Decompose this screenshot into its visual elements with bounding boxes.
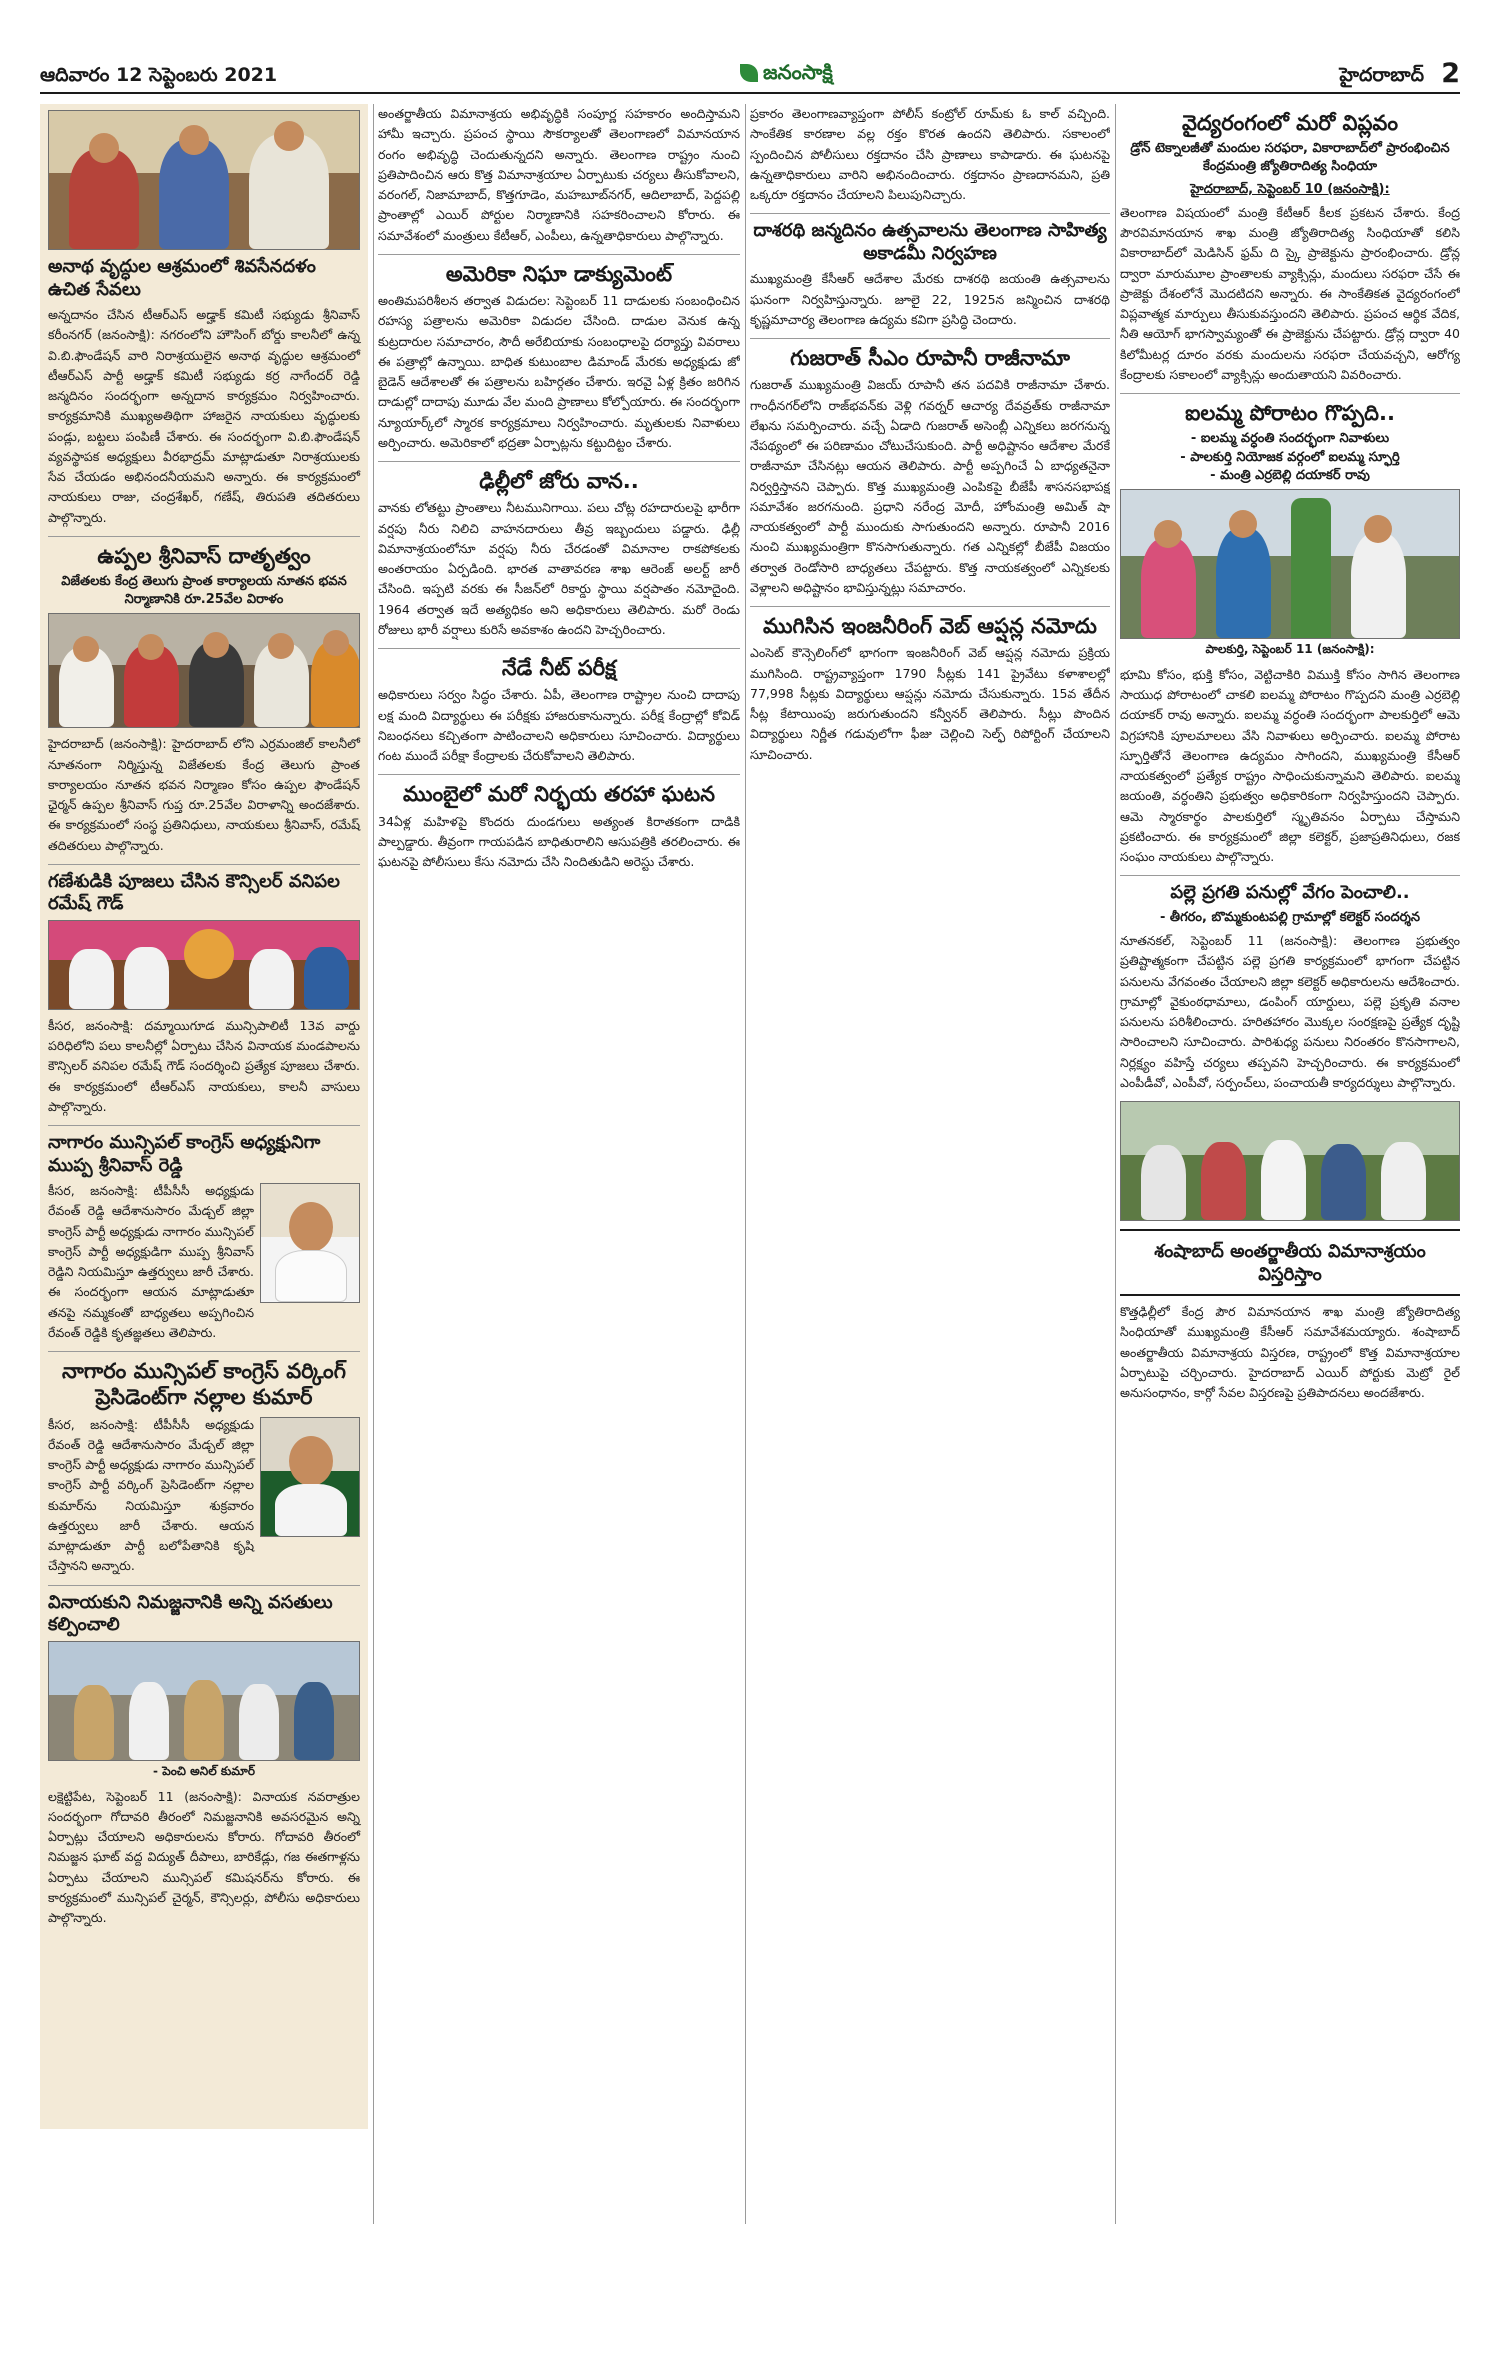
column-divider: [373, 104, 374, 2224]
headline: అనాథ వృద్ధుల ఆశ్రమంలో శివసేనదళం ఉచిత సేవలు: [48, 256, 316, 300]
column-national-news: [378, 104, 740, 2224]
article-body: కీసర, జనంసాక్షి: టీపీసీసీ అధ్యక్షుడు రేవంత్ రెడ్డి ఆదేశానుసారం మేడ్చల్ జిల్లా కాంగ్రెస్ పార్టీ అధ్యక్షుడు నాగారం మున్సిపల్ కాంగ్రెస్ పార్టీ వర్కింగ్ ప్రెసిడెంట్‌గా నల్లాల కుమార్‌ను నియమిస్తూ శుక్రవారం ఉత్తర్వులు జారీ చేశారు. ఆయన మాట్లాడుతూ పార్టీ బలోపేతానికి కృషి చేస్తానని అన్నారు.: [48, 1416, 254, 1574]
dateline: హైదరాబాద్, సెప్టెంబర్ 10 (జనంసాక్షి):: [1190, 181, 1390, 197]
article-body: అధికారులు సర్వం సిద్ధం చేశారు. ఏపీ, తెలంగాణ రాష్ట్రాల నుంచి దాదాపు లక్ష మంది విద్యార్థులు ఈ పరీక్షకు హాజరుకానున్నారు. పరీక్ష కేంద్రాల్లో కోవిడ్ నిబంధనలు కచ్చితంగా పాటించాలని అధికారులు సూచించారు. విద్యార్థులు గంట ముందే పరీక్షా కేంద్రాలకు చేరుకోవాలని తెలిపారు.: [378, 687, 740, 763]
portrait-photo: [260, 1417, 360, 1537]
article-body: తెలంగాణ విషయంలో మంత్రి కేటీఆర్ కీలక ప్రకటన చేశారు. కేంద్ర పౌరవిమానయాన శాఖ మంత్రి జ్యోతిరాదిత్య సింధియాతో కలిసి వికారాబాద్‌లో మెడిసిన్ ఫ్రమ్ ది స్కై ప్రాజెక్టును ప్రారంభించారు. డ్రోన్ల ద్వారా మారుమూల ప్రాంతాలకు వ్యాక్సిన్లు, మందులు సరఫరా చేసే ఈ ప్రాజెక్టు దేశంలోనే మొదటిదని అన్నారు. ఈ సాంకేతికత వైద్యరంగంలో విప్లవాత్మక మార్పులు తీసుకువస్తుందని తెలిపారు. ప్రపంచ ఆర్థిక వేదిక, నీతి ఆయోగ్ భాగస్వామ్యంతో ఈ ప్రాజెక్టును చేపట్టారు. డ్రోన్ల ద్వారా 40 కిలోమీటర్ల దూరం వరకు మందులను సరఫరా చేయవచ్చని, ఆరోగ్య కేంద్రాలకు సకాలంలో వ్యాక్సిన్లు అందుతాయని వివరించారు.: [1120, 204, 1460, 382]
article-body: లక్షెట్టిపేట, సెప్టెంబర్ 11 (జనంసాక్షి): వినాయక నవరాత్రుల సందర్భంగా గోదావరి తీరంలో నిమజ్జనానికి అవసరమైన అన్ని ఏర్పాట్లు చేయాలని అధికారులను కోరారు. గోదావరి తీరంలో నిమజ్జన ఘాట్ వద్ద విద్యుత్ దీపాలు, బారికేడ్లు, గజ ఈతగాళ్లను ఏర్పాటు చేయాలని మున్సిపల్ కమిషనర్‌ను కోరారు. ఈ కార్యక్రమంలో మున్సిపల్ చైర్మన్, కౌన్సిలర్లు, పోలీసు అధికారులు పాల్గొన్నారు.: [48, 1788, 360, 1926]
portrait-photo: [260, 1183, 360, 1303]
headline: వినాయకుని నిమజ్జనానికి అన్ని వసతులు కల్పించాలి: [48, 1591, 333, 1636]
headline: వైద్యరంగంలో మరో విప్లవం: [1182, 111, 1398, 135]
column-divider: [1115, 104, 1116, 2224]
headline: ఐలమ్మ పోరాటం గొప్పది..: [1185, 401, 1395, 426]
subheadline: - ఐలమ్మ వర్ధంతి సందర్భంగా నివాళులు - పాలకుర్తి నియోజక వర్గంలో ఐలమ్మ స్ఫూర్తి - మంత్రి ఎర్రబెల్లి దయాకర్ రావు: [1180, 431, 1400, 483]
ashram-food-photo: [48, 110, 360, 250]
article-body: గుజరాత్ ముఖ్యమంత్రి విజయ్ రూపానీ తన పదవికి రాజీనామా చేశారు. గాంధీనగర్‌లోని రాజ్‌భవన్‌కు వెళ్లి గవర్నర్ ఆచార్య దేవవ్రత్‌కు రాజీనామా లేఖను సమర్పించారు. వచ్చే ఏడాది గుజరాత్ అసెంబ్లీ ఎన్నికలు జరగనున్న నేపథ్యంలో ఈ పరిణామం చోటుచేసుకుంది. పార్టీ అధిష్టానం ఆదేశాల మేరకే రాజీనామా చేసినట్లు ఆయన తెలిపారు. పార్టీ అప్పగించే ఏ బాధ్యతనైనా నిర్వర్తిస్తానని చెప్పారు. కొత్త ముఖ్యమంత్రి ఎంపికపై బీజేపీ శాసనసభాపక్ష సమావేశం జరగనుంది. ప్రధాని నరేంద్ర మోదీ, హోంమంత్రి అమిత్ షా నాయకత్వంలో పార్టీ ముందుకు సాగుతుందని అన్నారు. రూపానీ 2016 నుంచి ముఖ్యమంత్రిగా కొనసాగుతున్నారు. గత ఎన్నికల్లో బీజేపీ విజయం తర్వాత రెండోసారి బాధ్యతలు చేపట్టారు. కొత్త నాయకత్వంలో ఎన్నికలకు వెళ్లాలని అధిష్టానం భావిస్తున్నట్లు సమాచారం.: [750, 377, 1110, 595]
column-local-news: [40, 104, 368, 2129]
immersion-inspection-photo: [48, 1641, 360, 1761]
headline: గణేశుడికి పూజలు చేసిన కౌన్సిలర్ వనిపల రమేష్ గౌడ్: [48, 870, 340, 915]
subheadline: డ్రోన్ టెక్నాలజీతో మందుల సరఫరా, వికారాబాద్‌లో ప్రారంభించిన కేంద్రమంత్రి జ్యోతిరాదిత్య సింధియా: [1130, 141, 1450, 175]
headline: దాశరథి జన్మదినం ఉత్సవాలను తెలంగాణ సాహిత్య అకాడమీ నిర్వహణ: [753, 220, 1107, 264]
headline: అమెరికా నిఘా డాక్యుమెంట్: [445, 261, 673, 286]
article-body: 34ఏళ్ల మహిళపై కొందరు దుండగులు అత్యంత కిరాతకంగా దాడికి పాల్పడ్డారు. తీవ్రంగా గాయపడిన బాధితురాలిని ఆసుపత్రికి తరలించారు. ఈ ఘటనపై పోలీసులు కేసు నమోదు చేసి నిందితుడిని అరెస్టు చేశారు.: [378, 813, 740, 869]
edition-city: హైదరాబాద్: [1339, 64, 1424, 86]
headline: నేడే నీట్ పరీక్ష: [501, 656, 617, 680]
photo-caption: పాలకుర్తి, సెప్టెంబర్ 11 (జనంసాక్షి):: [1205, 641, 1375, 656]
headline: పల్లె ప్రగతి పనుల్లో వేగం పెంచాలి..: [1170, 882, 1410, 904]
headline: నాగారం మున్సిపల్ కాంగ్రెస్ వర్కింగ్ ప్రెసిడెంట్‌గా నల్లాల కుమార్: [62, 1359, 346, 1410]
masthead: [40, 60, 1460, 94]
article-body: ఎంసెట్ కౌన్సెలింగ్‌లో భాగంగా ఇంజనీరింగ్ వెబ్ ఆప్షన్ల నమోదు ప్రక్రియ ముగిసింది. రాష్ట్రవ్యాప్తంగా 1790 సీట్లకు 141 ప్రైవేటు కళాశాలల్లో 77,998 సీట్లకు విద్యార్థులు ఆప్షన్లు నమోదు చేసుకున్నారు. 15వ తేదీన సీట్ల కేటాయింపు జరుగుతుందని కన్వీనర్ తెలిపారు. సీట్లు పొందిన విద్యార్థులు నిర్ణీత గడువులోగా ఫీజు చెల్లించి సెల్ఫ్ రిపోర్టింగ్ చేయాలని సూచించారు.: [750, 645, 1110, 762]
edition-date: ఆదివారం 12 సెప్టెంబరు 2021: [40, 64, 278, 86]
subheadline: విజేతలకు కేంద్ర తెలుగు ప్రాంత కార్యాలయ నూతన భవన నిర్మాణానికి రూ.25వేల విరాళం: [61, 574, 347, 608]
article-body: ముఖ్యమంత్రి కేసీఆర్ ఆదేశాల మేరకు దాశరథి జయంతి ఉత్సవాలను ఘనంగా నిర్వహిస్తున్నారు. జూలై 22, 1925న జన్మించిన దాశరథి కృష్ణమాచార్య తెలంగాణ ఉద్యమ కవిగా ప్రసిద్ధి చెందారు.: [750, 271, 1110, 327]
column-state-news: [750, 104, 1110, 2224]
headline: ముంబైలో మరో నిర్భయ తరహా ఘటన: [403, 782, 715, 807]
article-body: నూతనకల్, సెప్టెంబర్ 11 (జనంసాక్షి): తెలంగాణ ప్రభుత్వం ప్రతిష్టాత్మకంగా చేపట్టిన పల్లె ప్రగతి కార్యక్రమంలో భాగంగా చేపట్టిన పనులను వేగవంతం చేయాలని జిల్లా కలెక్టర్ అధికారులను ఆదేశించారు. గ్రామాల్లో వైకుంఠధామాలు, డంపింగ్ యార్డులు, పల్లె ప్రకృతి వనాల పనులను పరిశీలించారు. హరితహారం మొక్కల సంరక్షణపై ప్రత్యేక దృష్టి సారించాలని సూచించారు. పారిశుధ్య పనులు నిరంతరం కొనసాగాలని, నిర్లక్ష్యం వహిస్తే చర్యలు తప్పవని హెచ్చరించారు. ఈ కార్యక్రమంలో ఎంపీడీవో, ఎంపీవో, సర్పంచ్‌లు, పంచాయతీ కార్యదర్శులు పాల్గొన్నారు.: [1120, 933, 1460, 1090]
village-visit-photo: [1120, 1101, 1460, 1221]
page-number: 2: [1441, 58, 1460, 89]
leaf-icon: [740, 64, 758, 82]
article-body: హైదరాబాద్ (జనంసాక్షి): హైదరాబాద్ లోని ఎర్రమంజిల్ కాలనీలో నూతనంగా నిర్మిస్తున్న విజేతలకు కేంద్ర తెలుగు ప్రాంత కార్యాలయం నూతన భవన నిర్మాణం కోసం ఉప్పల ఫౌండేషన్ ఛైర్మన్ ఉప్పల శ్రీనివాస్ గుప్త రూ.25వేల విరాళాన్ని అందజేశారు. ఈ కార్యక్రమంలో సంస్థ ప్రతినిధులు, నాయకులు శ్రీనివాస్, రమేష్ తదితరులు పాల్గొన్నారు.: [48, 736, 360, 853]
headline: నాగారం మున్సిపల్ కాంగ్రెస్ అధ్యక్షునిగా ముప్ప శ్రీనివాస్ రెడ్డి: [48, 1132, 321, 1176]
article-body: భూమి కోసం, భుక్తి కోసం, వెట్టిచాకిరి విముక్తి కోసం సాగిన తెలంగాణ సాయుధ పోరాటంలో చాకలి ఐలమ్మ పోరాటం గొప్పదని మంత్రి ఎర్రబెల్లి దయాకర్ రావు అన్నారు. ఐలమ్మ వర్ధంతి సందర్భంగా పాలకుర్తిలో ఆమె విగ్రహానికి పూలమాలలు వేసి నివాళులు అర్పించారు. ఐలమ్మ పోరాట స్ఫూర్తితోనే తెలంగాణ ఉద్యమం సాగిందని, ముఖ్యమంత్రి కేసీఆర్ నాయకత్వంలో ప్రత్యేక రాష్ట్రం సాధించుకున్నామని తెలిపారు. ఐలమ్మ జయంతి, వర్ధంతిని ప్రభుత్వం అధికారికంగా నిర్వహిస్తుందని చెప్పారు. ఆమె స్మారకార్థం పాలకుర్తిలో స్మృతివనం ఏర్పాటు చేస్తామని ప్రకటించారు. ఈ కార్యక్రమంలో జిల్లా కలెక్టర్, ప్రజాప్రతినిధులు, రజక సంఘం నాయకులు పాల్గొన్నారు.: [1120, 666, 1460, 865]
headline: ముగిసిన ఇంజనీరింగ్ వెబ్ ఆప్షన్ల నమోదు: [763, 614, 1097, 638]
photo-byline: - పెంచి అనిల్ కుమార్: [153, 1763, 255, 1778]
headline: గుజరాత్ సీఎం రూపానీ రాజీనామా: [790, 346, 1070, 370]
headline: ఢిల్లీలో జోరు వాన..: [479, 469, 639, 493]
paper-name: జనంసాక్షి: [763, 60, 833, 84]
column-features: [1120, 104, 1460, 2224]
article-body: అంతిమపరిశీలన తర్వాత విడుదల: సెప్టెంబర్ 11 దాడులకు సంబంధించిన రహస్య పత్రాలను అమెరికా విడుదల చేసింది. దాడుల వెనుక ఉన్న కుట్రదారుల సమాచారం, సౌదీ అరేబియాకు సంబంధాలపై దర్యాప్తు వివరాలు ఈ పత్రాల్లో ఉన్నాయి. బాధిత కుటుంబాల డిమాండ్ మేరకు అధ్యక్షుడు జో బైడెన్ ఆదేశాలతో ఈ పత్రాలను బహిర్గతం చేశారు. ఇరవై ఏళ్ల క్రితం జరిగిన దాడుల్లో దాదాపు మూడు వేల మంది ప్రాణాలు కోల్పోయారు. ఈ సందర్భంగా న్యూయార్క్‌లో స్మారక కార్యక్రమాలు నిర్వహించారు. మృతులకు నివాళులు అర్పించారు. అమెరికాలో భద్రతా ఏర్పాట్లను కట్టుదిట్టం చేశారు.: [378, 293, 740, 450]
ganesh-puja-photo: [48, 920, 360, 1010]
article-body: అన్నదానం చేసిన టీఆర్ఎస్ అడ్హాక్ కమిటీ సభ్యుడు శ్రీనివాస్ కరీంనగర్ (జనంసాక్షి): నగరంలోని హౌసింగ్ బోర్డు కాలనీలో ఉన్న వి.బి.ఫౌండేషన్ వారి నిరాశ్రయులైన అనాథ వృద్ధుల ఆశ్రమంలో టీఆర్ఎస్ పార్టీ అడ్హాక్ కమిటీ సభ్యుడు కర్ర నాగేందర్ రెడ్డి జన్మదినం సందర్భంగా అన్నదాన కార్యక్రమం నిర్వహించారు. కార్యక్రమానికి ముఖ్యఅతిథిగా హాజరైన నాయకులు వృద్ధులకు పండ్లు, బట్టలు పంపిణీ చేశారు. ఈ సందర్భంగా వి.బి.ఫౌండేషన్ వ్యవస్థాపక అధ్యక్షులు వీరభాద్రమ్ మాట్లాడుతూ నిరాశ్రయులకు సేవ చేయడం అభినందనీయమని అన్నారు. ఈ కార్యక్రమంలో నాయకులు రాజు, చంద్రశేఖర్, గణేష్, తిరుపతి తదితరులు పాల్గొన్నారు.: [48, 307, 360, 525]
column-divider: [745, 104, 746, 2224]
article-body: అంతర్జాతీయ విమానాశ్రయ అభివృద్ధికి సంపూర్ణ సహకారం అందిస్తామని హామీ ఇచ్చారు. ప్రపంచ స్థాయి సౌకర్యాలతో తెలంగాణలో విమానయాన రంగం అభివృద్ధి చెందుతున్నదని అన్నారు. తెలంగాణ రాష్ట్రం నుంచి ప్రతిపాదించిన ఆరు కొత్త విమానాశ్రయాల ఏర్పాటుకు చర్యలు తీసుకోవాలని, వరంగల్, నిజామాబాద్, కొత్తగూడెం, మహబూబ్‌నగర్, ఆదిలాబాద్, పెద్దపల్లి ప్రాంతాల్లో ఎయిర్ పోర్టుల నిర్మాణానికి సహకరించాలని కోరారు. ఈ సమావేశంలో మంత్రులు కేటీఆర్, ఎంపీలు, ఉన్నతాధికారులు పాల్గొన్నారు.: [378, 106, 740, 243]
article-body: ప్రకారం తెలంగాణవ్యాప్తంగా పోలీస్ కంట్రోల్ రూమ్‌కు ఓ కాల్ వచ్చింది. సాంకేతిక కారణాల వల్ల రక్తం కొరత ఉందని తెలిపారు. సకాలంలో స్పందించిన పోలీసులు రక్తదానం చేసి ప్రాణాలు కాపాడారు. ఈ ఘటనపై ఉన్నతాధికారులు వారిని అభినందించారు. రక్తదానం ప్రాణదానమని, ప్రతి ఒక్కరూ రక్తదానం చేయాలని పిలుపునిచ్చారు.: [750, 106, 1110, 202]
donation-cheque-photo: [48, 613, 360, 728]
ilamma-tribute-photo: [1120, 489, 1460, 639]
subheadline: - తీగరం, బొమ్మకుంటపల్లి గ్రామాల్లో కలెక్టర్ సందర్శన: [1160, 909, 1420, 925]
article-body: కీసర, జనంసాక్షి: దమ్మాయిగూడ మున్సిపాలిటీ 13వ వార్డు పరిధిలోని పలు కాలనీల్లో ఏర్పాటు చేసిన వినాయక మండపాలను కౌన్సిలర్ వనిపల రమేష్ గౌడ్ సందర్శించి ప్రత్యేక పూజలు చేశారు. ఈ కార్యక్రమంలో టీఆర్ఎస్ నాయకులు, కాలనీ వాసులు పాల్గొన్నారు.: [48, 1017, 360, 1114]
headline: ఉప్పల శ్రీనివాస్ దాతృత్వం: [97, 543, 311, 568]
headline: శంషాబాద్ అంతర్జాతీయ విమానాశ్రయం విస్తరిస్తాం: [1154, 1241, 1426, 1285]
article-body: కీసర, జనంసాక్షి: టీపీసీసీ అధ్యక్షుడు రేవంత్ రెడ్డి ఆదేశానుసారం మేడ్చల్ జిల్లా కాంగ్రెస్ పార్టీ అధ్యక్షుడు నాగారం మున్సిపల్ కాంగ్రెస్ పార్టీ అధ్యక్షుడిగా ముప్ప శ్రీనివాస్ రెడ్డిని నియమిస్తూ ఉత్తర్వులు జారీ చేశారు. ఈ సందర్భంగా ఆయన మాట్లాడుతూ తనపై నమ్మకంతో బాధ్యతలు అప్పగించిన రేవంత్ రెడ్డికి కృతజ్ఞతలు తెలిపారు.: [48, 1183, 254, 1340]
article-body: వానకు లోతట్టు ప్రాంతాలు నీటమునిగాయి. పలు చోట్ల రహదారులపై భారీగా వర్షపు నీరు నిలిచి వాహనదారులు తీవ్ర ఇబ్బందులు పడ్డారు. ఢిల్లీ విమానాశ్రయంలోనూ వర్షపు నీరు చేరడంతో విమానాల రాకపోకలకు అంతరాయం ఏర్పడింది. భారత వాతావరణ శాఖ ఆరెంజ్ అలర్ట్ జారీ చేసింది. ఇప్పటి వరకు ఈ సీజన్‌లో రికార్డు స్థాయి వర్షపాతం నమోదైంది. 1964 తర్వాత ఇదే అత్యధికం అని అధికారులు తెలిపారు. మరో రెండు రోజులు భారీ వర్షాలు కురిసే అవకాశం ఉందని హెచ్చరించారు.: [378, 500, 740, 637]
paper-logo: [740, 60, 833, 89]
article-body: కొత్తఢిల్లీలో కేంద్ర పౌర విమానయాన శాఖ మంత్రి జ్యోతిరాదిత్య సింధియాతో ముఖ్యమంత్రి కేసీఆర్ సమావేశమయ్యారు. శంషాబాద్ అంతర్జాతీయ విమానాశ్రయ విస్తరణ, రాష్ట్రంలో కొత్త విమానాశ్రయాల ఏర్పాటుపై చర్చించారు. హైదరాబాద్ ఎయిర్ పోర్టుకు మెట్రో రైల్ అనుసంధానం, కార్గో సేవల విస్తరణపై ప్రతిపాదనలు అందజేశారు.: [1120, 1304, 1460, 1401]
